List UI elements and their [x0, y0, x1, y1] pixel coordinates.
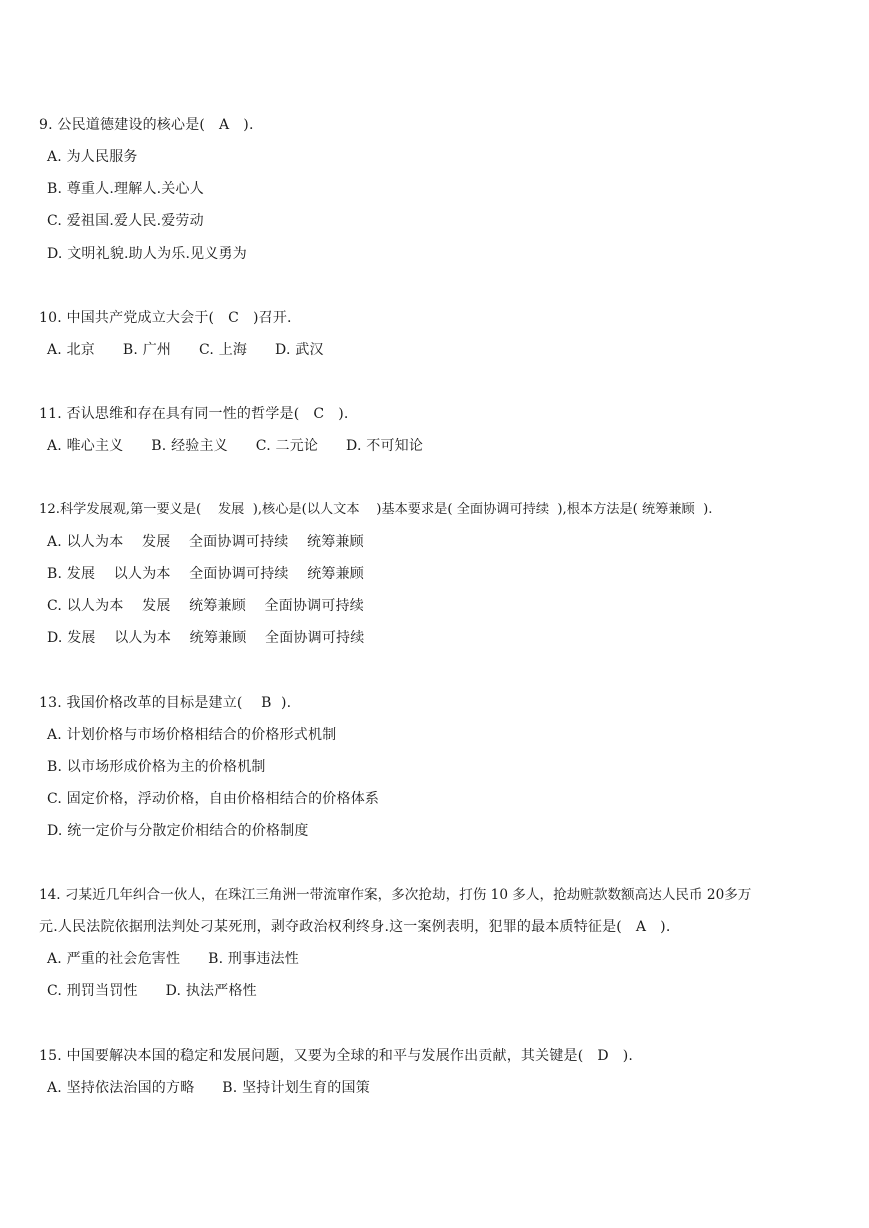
question-15-options: A. 坚持依法治国的方略 B. 坚持计划生育的国策 — [47, 1080, 370, 1096]
question-12-option-a: A. 以人为本 发展 全面协调可持续 统筹兼顾 — [47, 534, 364, 550]
question-11-stem: 11. 否认思维和存在具有同一性的哲学是( C ). — [39, 406, 349, 422]
question-13-option-a: A. 计划价格与市场价格相结合的价格形式机制 — [47, 727, 337, 743]
question-15-stem: 15. 中国要解决本国的稳定和发展问题，又要为全球的和平与发展作出贡献，其关键是( D ). — [39, 1048, 634, 1064]
question-12-stem: 12.科学发展观,第一要义是( 发展 ),核心是(以人文本 )基本要求是( 全面协调可持续 ),根本方法是( 统筹兼顾 ). — [39, 502, 713, 517]
question-14-options-row-2: C. 刑罚当罚性 D. 执法严格性 — [47, 983, 257, 999]
question-9-option-b: B. 尊重人.理解人.关心人 — [47, 181, 204, 197]
question-14-stem-line-1: 14. 刁某近几年纠合一伙人，在珠江三角洲一带流窜作案，多次抢劫，打伤 10 多人，抢劫赃款数额高达人民币 20多万 — [39, 887, 752, 903]
question-9-stem: 9. 公民道德建设的核心是( A ). — [39, 117, 254, 133]
question-10-stem: 10. 中国共产党成立大会于( C )召开. — [39, 310, 292, 326]
question-12-option-d: D. 发展 以人为本 统筹兼顾 全面协调可持续 — [47, 630, 365, 646]
question-9-option-c: C. 爱祖国.爱人民.爱劳动 — [47, 213, 204, 229]
question-14-options-row-1: A. 严重的社会危害性 B. 刑事违法性 — [47, 951, 299, 967]
question-11-options: A. 唯心主义 B. 经验主义 C. 二元论 D. 不可知论 — [47, 438, 424, 454]
question-10-options: A. 北京 B. 广州 C. 上海 D. 武汉 — [47, 342, 324, 358]
question-12-option-c: C. 以人为本 发展 统筹兼顾 全面协调可持续 — [47, 598, 364, 614]
question-13-option-d: D. 统一定价与分散定价相结合的价格制度 — [47, 823, 309, 839]
question-14-stem-line-2: 元.人民法院依据刑法判处刁某死刑，剥夺政治权利终身.这一案例表明，犯罪的最本质特征是( A ). — [39, 919, 671, 935]
question-9-option-a: A. 为人民服务 — [47, 149, 138, 165]
question-13-option-c: C. 固定价格，浮动价格，自由价格相结合的价格体系 — [47, 791, 380, 807]
question-12-option-b: B. 发展 以人为本 全面协调可持续 统筹兼顾 — [47, 566, 364, 582]
question-13-stem: 13. 我国价格改革的目标是建立( B ). — [39, 695, 292, 711]
question-9-option-d: D. 文明礼貌.助人为乐.见义勇为 — [47, 246, 247, 262]
question-13-option-b: B. 以市场形成价格为主的价格机制 — [47, 759, 266, 775]
